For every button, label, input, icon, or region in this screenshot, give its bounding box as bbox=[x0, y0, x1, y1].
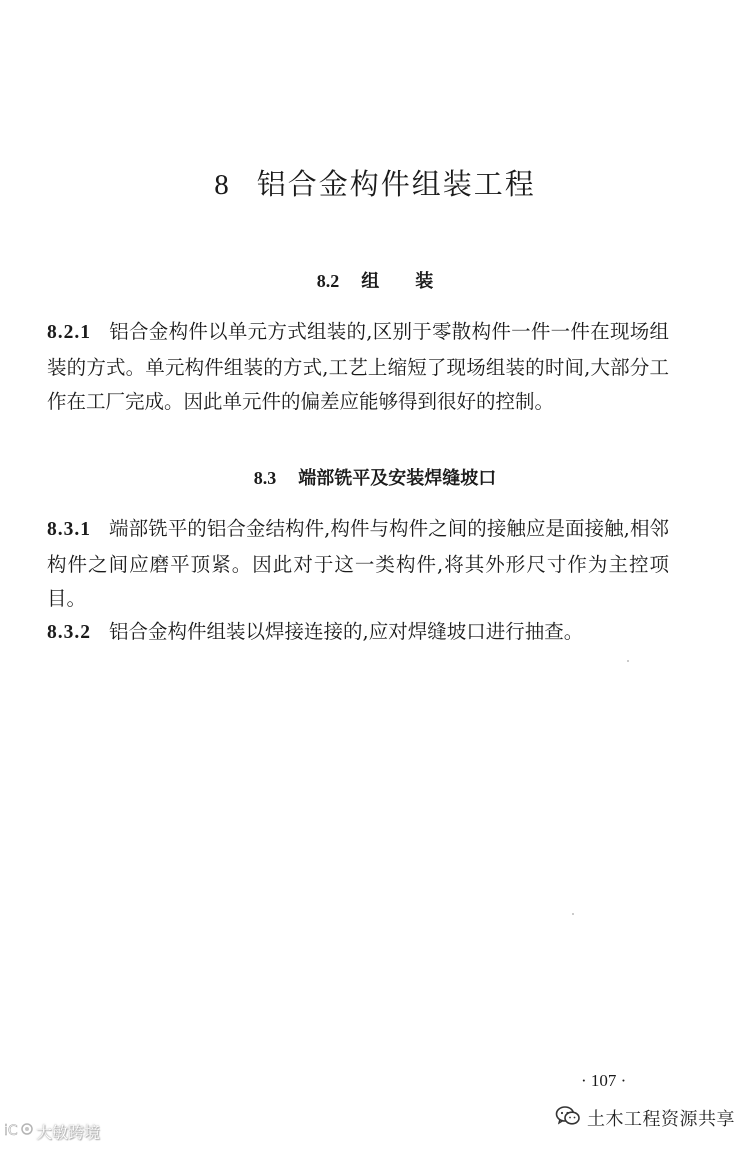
clause-text: 铝合金构件组装以焊接连接的,应对焊缝坡口进行抽查。 bbox=[109, 620, 584, 643]
watermark-left-text: 大敏跨境 bbox=[36, 1123, 101, 1142]
svg-text:iC: iC bbox=[4, 1122, 18, 1139]
scan-speck bbox=[572, 913, 574, 915]
watermark-left bbox=[4, 1120, 100, 1143]
clause-text: 铝合金构件以单元方式组装的,区别于零散构件一件一件在现场组装的方式。单元构件组装的方式,工艺上缩短了现场组装的时间,大部分工作在工厂完成。因此单元件的偏差应能够得到很好的控制。 bbox=[47, 320, 669, 413]
clause-number: 8.3.2 bbox=[47, 622, 91, 643]
chapter-title bbox=[0, 166, 750, 203]
watermark-right-text: 土木工程资源共享 bbox=[587, 1109, 735, 1130]
wechat-icon bbox=[555, 1105, 581, 1131]
clause-paragraph bbox=[47, 615, 669, 651]
clause-paragraph bbox=[47, 512, 669, 617]
chapter-number: 8 bbox=[214, 169, 231, 201]
watermark-right bbox=[555, 1105, 735, 1131]
clause-text: 端部铣平的铝合金结构件,构件与构件之间的接触应是面接触,相邻构件之间应磨平顶紧。因此对于这一类构件,将其外形尺寸作为主控项目。 bbox=[47, 517, 669, 610]
clause-paragraph bbox=[47, 315, 669, 420]
ic-logo-icon bbox=[4, 1121, 34, 1143]
section-title-text: 组装 bbox=[361, 271, 470, 292]
scan-speck bbox=[627, 660, 629, 662]
section-number: 8.2 bbox=[316, 271, 340, 291]
section-heading bbox=[0, 268, 750, 295]
clause-number: 8.2.1 bbox=[47, 322, 91, 343]
clause-number: 8.3.1 bbox=[47, 519, 91, 540]
section-title-text: 端部铣平及安装焊缝坡口 bbox=[298, 468, 497, 489]
section-heading bbox=[0, 465, 750, 492]
section-number: 8.3 bbox=[253, 468, 277, 488]
chapter-title-text: 铝合金构件组装工程 bbox=[256, 167, 536, 201]
page-number: · 107 · bbox=[581, 1071, 627, 1090]
